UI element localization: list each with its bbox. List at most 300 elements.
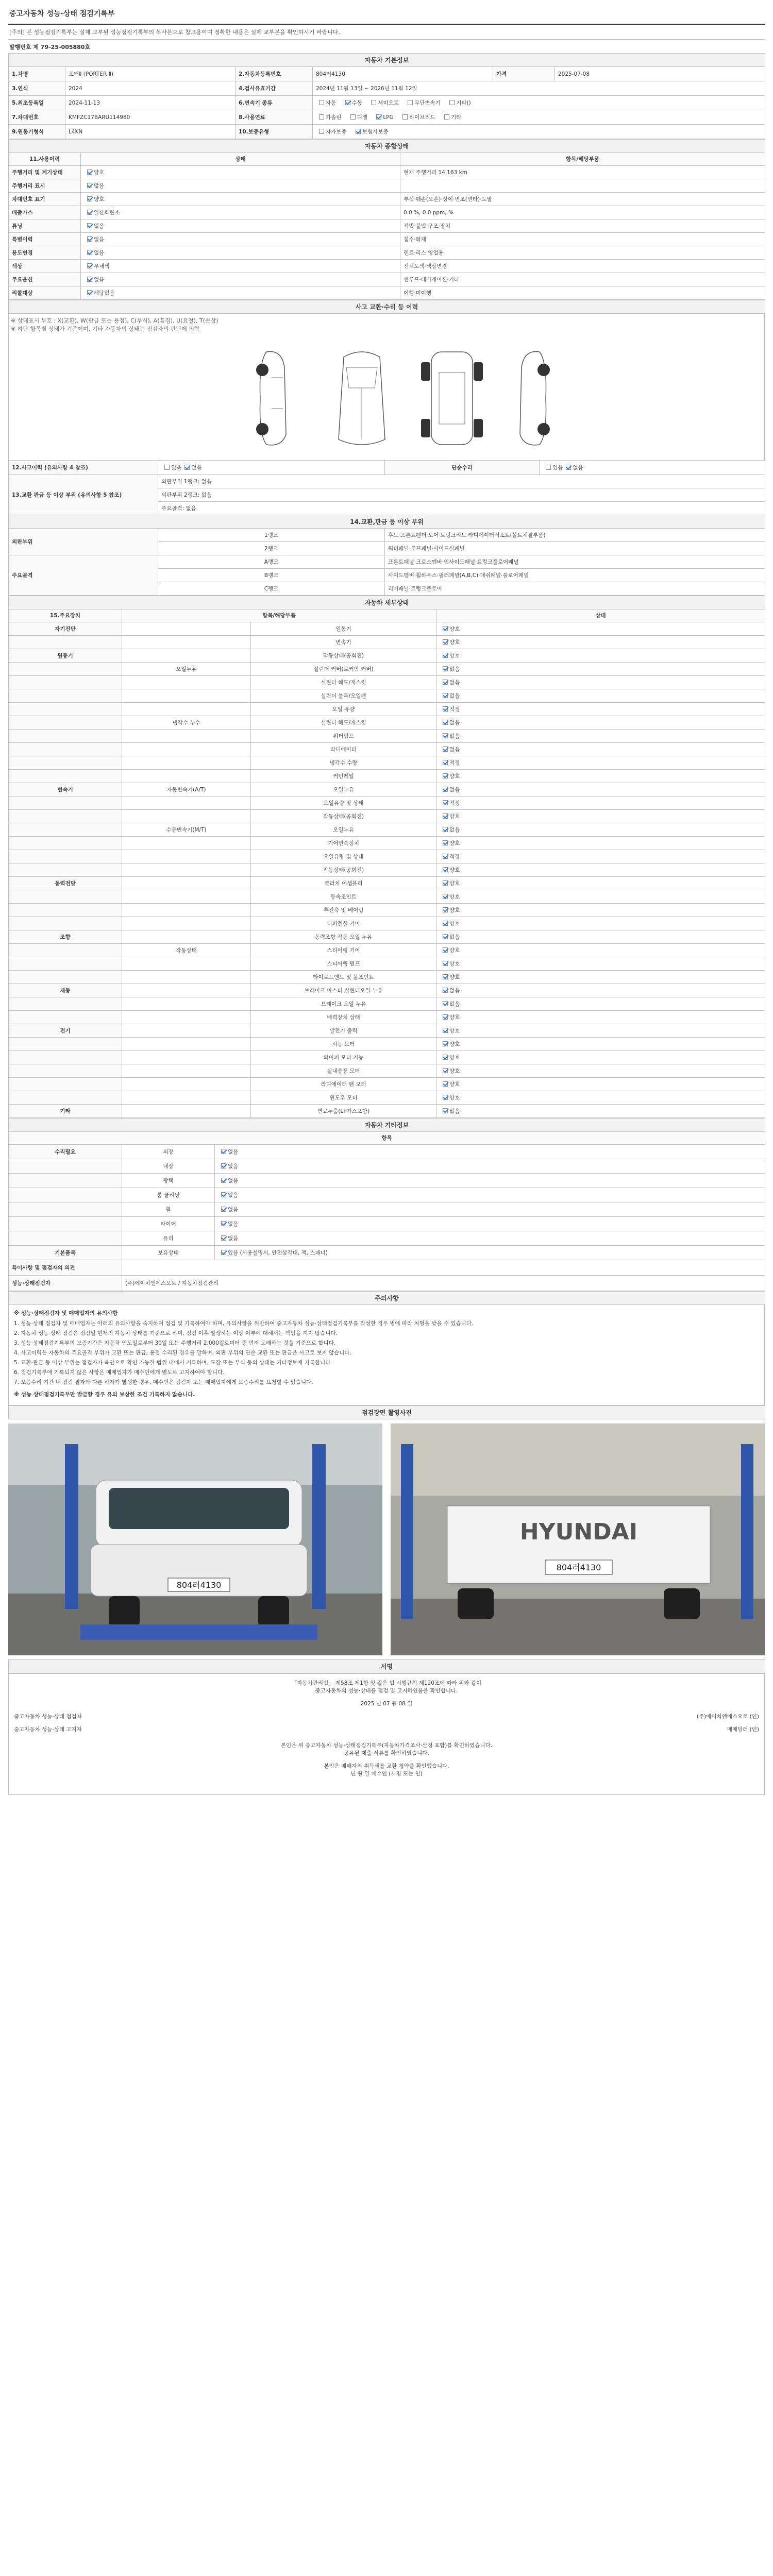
sign-line: 본인은 위 중고자동차 성능·상태점검기록부(자동차가격조사·산정 포함)를 확인하였습니다. <box>280 1742 493 1749</box>
fuel-options <box>313 110 765 125</box>
sign-ymd: 년 월 일 매수인 (서명 또는 인) <box>350 1771 423 1777</box>
detail-header: 15.주요장치 <box>9 609 122 622</box>
warranty-opt: 자가보증 <box>326 128 347 135</box>
detail-subgroup <box>122 850 251 863</box>
detail-row <box>9 1024 765 1038</box>
accident-legend <box>8 314 765 336</box>
checkbox-checked-icon <box>443 907 448 912</box>
detail-state <box>436 1105 765 1118</box>
checkbox-checked-icon <box>221 1235 226 1241</box>
other-state <box>215 1217 765 1231</box>
checkbox-checked-icon <box>443 1028 448 1033</box>
detail-state <box>436 997 765 1011</box>
detail-state <box>436 1038 765 1051</box>
checkbox-checked-icon <box>443 787 448 792</box>
detail-item: 등속조인트 <box>251 890 436 904</box>
detail-group <box>9 971 122 984</box>
detail-state-text: 적정 <box>449 800 460 806</box>
detail-state <box>436 770 765 783</box>
overall-row-state <box>81 246 400 260</box>
outer-rank2-label: 2랭크 <box>158 542 385 555</box>
accident-history-value: 있음 없음 <box>158 461 385 475</box>
detail-state <box>436 957 765 971</box>
detail-group <box>9 636 122 649</box>
sign-row-inspector <box>14 1713 759 1720</box>
detail-subgroup: 작동상태 <box>122 944 251 957</box>
outer-rank1-label: 1랭크 <box>158 529 385 542</box>
detail-subgroup <box>122 743 251 756</box>
detail-group <box>9 944 122 957</box>
detail-item: 작동상태(공회전) <box>251 649 436 663</box>
detail-group <box>9 663 122 676</box>
detail-item: 워터펌프 <box>251 730 436 743</box>
fuel-opt: 가솔린 <box>326 114 342 121</box>
detail-state <box>436 971 765 984</box>
detail-row <box>9 756 765 770</box>
checkbox-checked-icon <box>87 183 92 188</box>
car-side-right-icon <box>509 347 555 450</box>
photos-section-title: 점검장면 촬영사진 <box>9 1406 765 1419</box>
detail-subgroup <box>122 930 251 944</box>
detail-group <box>9 1038 122 1051</box>
checkbox-checked-icon <box>443 760 448 765</box>
outer-rank2-items: 쿼터패널·루프패널·사이드실패널 <box>385 542 765 555</box>
sign-row-notifier <box>14 1725 759 1733</box>
basic-info-table <box>8 53 765 139</box>
other-row <box>9 1231 765 1246</box>
detail-row <box>9 823 765 837</box>
checkbox-checked-icon <box>443 840 448 845</box>
detail-row <box>9 716 765 730</box>
detail-item: 작동상태(공회전) <box>251 863 436 877</box>
detail-item: 실내송풍 모터 <box>251 1064 436 1078</box>
detail-group: 동력전달 <box>9 877 122 890</box>
other-info-table <box>8 1118 765 1291</box>
detail-item: 타이로드엔드 및 볼조인트 <box>251 971 436 984</box>
overall-row-state <box>81 206 400 219</box>
overall-state-text: 없음 <box>94 276 105 283</box>
checkbox-checked-icon <box>87 170 92 175</box>
detail-state-text: 없음 <box>449 1108 460 1114</box>
detail-subgroup: 오일누유 <box>122 663 251 676</box>
detail-item: 디퍼렌셜 기어 <box>251 917 436 930</box>
checkbox-checked-icon <box>443 894 448 899</box>
checkbox-checked-icon <box>443 666 448 671</box>
checkbox-icon <box>319 100 324 105</box>
detail-group <box>9 756 122 770</box>
checkbox-checked-icon <box>356 129 361 134</box>
basic-label-fuel: 8.사용연료 <box>236 110 313 125</box>
detail-item: 동력조향 작동 오일 누유 <box>251 930 436 944</box>
detail-state <box>436 984 765 997</box>
notes-section-title: 주의사항 <box>9 1292 765 1305</box>
detail-subgroup: 냉각수 누수 <box>122 716 251 730</box>
detail-state-text: 없음 <box>449 679 460 686</box>
detail-row <box>9 663 765 676</box>
sign-date: 2025 년 07 월 08 일 <box>360 1701 413 1707</box>
other-state <box>215 1159 765 1174</box>
detail-row <box>9 676 765 689</box>
overall-row-detail: 부식·훼손(오손)·상이·변조(변타)·도말 <box>400 193 765 206</box>
detail-item: 실린더 헤드/개스킷 <box>251 716 436 730</box>
detail-group <box>9 957 122 971</box>
detail-section-title: 자동차 세부상태 <box>9 596 765 609</box>
detail-row <box>9 930 765 944</box>
notes-line: 5. 교환·판금 등 이상 부위는 점검자가 육안으로 확인 가능한 범위 내에서 기록하며, 도장 또는 부식 등의 상태는 기타정보에 기록합니다. <box>14 1360 332 1366</box>
other-group: 수리필요 <box>9 1145 122 1159</box>
notes-line: 4. 사고이력은 자동차의 주요골격 부위가 교환 또는 판금, 용접 수리된 경우를 말하며, 외판 부위의 단순 교환 또는 판금은 사고로 보지 않습니다. <box>14 1350 351 1356</box>
warranty-options <box>313 125 765 139</box>
checkbox-checked-icon <box>443 626 448 631</box>
accident-history-label: 12.사고이력 (유의사항 4 참조) <box>9 461 158 475</box>
detail-subgroup <box>122 770 251 783</box>
detail-row <box>9 984 765 997</box>
detail-row <box>9 890 765 904</box>
checkbox-icon <box>164 465 170 470</box>
checkbox-icon <box>371 100 376 105</box>
checkbox-checked-icon <box>443 693 448 698</box>
overall-row-state <box>81 286 400 300</box>
detail-group <box>9 1064 122 1078</box>
detail-row <box>9 783 765 796</box>
overall-row-state <box>81 219 400 233</box>
detail-row <box>9 1038 765 1051</box>
detail-state-text: 양호 <box>449 1041 460 1047</box>
detail-state <box>436 622 765 636</box>
overall-row-state <box>81 260 400 273</box>
overall-state-text: 없음 <box>94 249 105 256</box>
detail-row <box>9 971 765 984</box>
legend-line: ※ 하단 항목별 상태가 기준이며, 기타 자동차의 상태는 점검자의 판단에 의함 <box>11 326 200 332</box>
detail-subgroup <box>122 810 251 823</box>
other-group: 기본품목 <box>9 1246 122 1260</box>
accident-history-state: 없음 <box>191 464 202 471</box>
inspector-value: (주)에이치엔에스오토 / 자동차점검관리 <box>122 1276 765 1291</box>
detail-state-text: 양호 <box>449 652 460 659</box>
other-section-title: 자동차 기타정보 <box>9 1118 765 1132</box>
car-underbody-icon <box>416 347 488 450</box>
detail-item: 스티어링 펌프 <box>251 957 436 971</box>
overall-row-label: 특별이력 <box>9 233 81 246</box>
detail-item: 오일유량 및 상태 <box>251 850 436 863</box>
detail-state <box>436 1011 765 1024</box>
detail-state-text: 양호 <box>449 840 460 846</box>
overall-state-text: 무채색 <box>94 263 110 269</box>
notes-line: 2. 자동차 성능·상태 점검은 점검일 현재의 자동차 상태를 기준으로 하며, 점검 이후 발생하는 이상 여부에 대해서는 책임을 지지 않습니다. <box>14 1330 338 1336</box>
overall-row-label: 튜닝 <box>9 219 81 233</box>
rear-photo <box>391 1423 765 1655</box>
other-state-text: 없음 <box>228 1148 239 1155</box>
notes-box <box>8 1305 765 1405</box>
truck-rear-image <box>391 1423 765 1655</box>
checkbox-checked-icon <box>443 733 448 738</box>
detail-state-text: 없음 <box>449 1001 460 1007</box>
basic-value-first-reg: 2024-11-13 <box>65 96 236 110</box>
detail-state <box>436 837 765 850</box>
detail-state <box>436 730 765 743</box>
basic-label-name: 1.차명 <box>9 67 65 81</box>
detail-group <box>9 904 122 917</box>
detail-subgroup <box>122 622 251 636</box>
checkbox-checked-icon <box>221 1221 226 1226</box>
other-row <box>9 1159 765 1174</box>
detail-state <box>436 810 765 823</box>
notes-footer: ※ 성능 상태점검기록부만 발급할 경우 유의 보상한 조건 기록하지 않습니다. <box>14 1392 195 1398</box>
outer-label: 외판부위 <box>9 529 158 555</box>
other-item: 내장 <box>122 1159 215 1174</box>
detail-item: 기어변속장치 <box>251 837 436 850</box>
overall-row-detail: 이행·미이행 <box>400 286 765 300</box>
sign-section-title: 서명 <box>9 1660 765 1673</box>
detail-row <box>9 703 765 716</box>
detail-group <box>9 743 122 756</box>
detail-row <box>9 796 765 810</box>
detail-state <box>436 930 765 944</box>
photos-title-table <box>8 1405 765 1419</box>
detail-state <box>436 863 765 877</box>
detail-state-text: 양호 <box>449 947 460 954</box>
accident-table <box>8 460 765 596</box>
detail-row <box>9 636 765 649</box>
detail-subgroup <box>122 917 251 930</box>
checkbox-icon <box>444 114 449 120</box>
frame-a-items: 프론트패널·크로스멤버·인사이드패널·트렁크플로어패널 <box>385 555 765 569</box>
detail-state-text: 양호 <box>449 920 460 927</box>
overall-row-label: 차대번호 표기 <box>9 193 81 206</box>
overall-row <box>9 246 765 260</box>
truck-front-image <box>8 1423 382 1655</box>
overall-row-state <box>81 166 400 179</box>
other-item: 타이어 <box>122 1217 215 1231</box>
checkbox-checked-icon <box>443 1014 448 1020</box>
checkbox-icon <box>402 114 408 120</box>
detail-row <box>9 810 765 823</box>
overall-row-detail: 적법·불법·구조·장치 <box>400 219 765 233</box>
detail-item: 발전기 출력 <box>251 1024 436 1038</box>
detail-group <box>9 730 122 743</box>
detail-state-text: 양호 <box>449 1067 460 1074</box>
other-state <box>215 1202 765 1217</box>
other-row <box>9 1174 765 1188</box>
detail-row <box>9 770 765 783</box>
detail-state-text: 없음 <box>449 666 460 672</box>
detail-row <box>9 1078 765 1091</box>
overall-state-table <box>8 139 765 300</box>
detail-row <box>9 1051 765 1064</box>
overall-row <box>9 193 765 206</box>
detail-state-text: 양호 <box>449 625 460 632</box>
other-state-text: 없음 <box>228 1206 239 1213</box>
overall-row-detail: 0.0 %, 0.0 ppm, % <box>400 206 765 219</box>
detail-state-text: 없음 <box>449 934 460 940</box>
basic-label-warranty: 10.보증유형 <box>236 125 313 139</box>
frame-label: 주요골격 <box>9 555 158 596</box>
detail-group <box>9 770 122 783</box>
detail-group: 전기 <box>9 1024 122 1038</box>
checkbox-checked-icon <box>221 1163 226 1168</box>
detail-state <box>436 636 765 649</box>
detail-subgroup <box>122 1064 251 1078</box>
detail-subgroup <box>122 649 251 663</box>
checkbox-checked-icon <box>443 961 448 966</box>
basic-value-engine: L4KN <box>65 125 236 139</box>
basic-info-section-title: 자동차 기본정보 <box>9 54 765 67</box>
detail-group: 자기진단 <box>9 622 122 636</box>
detail-row <box>9 850 765 863</box>
detail-state-text: 양호 <box>449 813 460 820</box>
other-item: 휠 <box>122 1202 215 1217</box>
detail-state <box>436 823 765 837</box>
legend-line: ※ 상태표시 부호 : X(교환), W(판금 또는 용접), C(부식), A(흠집), U(요철), T(손상) <box>11 317 219 324</box>
checkbox-checked-icon <box>443 680 448 685</box>
detail-state <box>436 904 765 917</box>
detail-state-text: 적정 <box>449 706 460 713</box>
checkbox-checked-icon <box>221 1192 226 1197</box>
other-group <box>9 1231 122 1246</box>
checkbox-checked-icon <box>443 1001 448 1006</box>
checkbox-checked-icon <box>443 1081 448 1087</box>
detail-state-text: 없음 <box>449 746 460 753</box>
detail-group: 변속기 <box>9 783 122 796</box>
detail-subgroup <box>122 957 251 971</box>
other-row <box>9 1145 765 1159</box>
detail-subgroup <box>122 877 251 890</box>
detail-subgroup <box>122 1011 251 1024</box>
sign-right: (주)에이치엔에스오토 (인) <box>696 1714 759 1720</box>
detail-group: 제동 <box>9 984 122 997</box>
overall-row-detail: 침수·화재 <box>400 233 765 246</box>
checkbox-checked-icon <box>87 263 92 268</box>
checkbox-icon <box>350 114 356 120</box>
overall-row <box>9 166 765 179</box>
detail-state <box>436 850 765 863</box>
detail-group <box>9 796 122 810</box>
detail-subgroup <box>122 703 251 716</box>
detail-row <box>9 997 765 1011</box>
other-item: 보유상태 <box>122 1246 215 1260</box>
checkbox-icon <box>546 465 551 470</box>
checkbox-checked-icon <box>443 827 448 832</box>
basic-value-name: 포터Ⅱ (PORTER Ⅱ) <box>65 67 236 81</box>
detail-group <box>9 1051 122 1064</box>
notes-line: 7. 보증수리 기간 내 점검 결과와 다른 하자가 발생한 경우, 매수인은 점검자 또는 매매업자에게 보증수리를 요청할 수 있습니다. <box>14 1379 313 1385</box>
checkbox-checked-icon <box>87 290 92 295</box>
detail-item: 오일유량 및 상태 <box>251 796 436 810</box>
overall-row <box>9 233 765 246</box>
detail-item: 작동상태(공회전) <box>251 810 436 823</box>
checkbox-checked-icon <box>443 854 448 859</box>
detail-item: 연료누출(LP가스포함) <box>251 1105 436 1118</box>
checkbox-checked-icon <box>443 720 448 725</box>
detail-row <box>9 649 765 663</box>
basic-label-validity: 4.검사유효기간 <box>236 81 313 96</box>
detail-state <box>436 1078 765 1091</box>
detail-state <box>436 756 765 770</box>
sign-left: 중고자동차 성능·상태 점검자 <box>14 1714 82 1720</box>
detail-state-text: 양호 <box>449 1027 460 1034</box>
detail-group <box>9 890 122 904</box>
detail-header: 항목/해당부품 <box>122 609 436 622</box>
detail-group <box>9 850 122 863</box>
notes-line: 6. 점검기록부에 기록되지 않은 사항은 매매업자가 매수인에게 별도로 고지하여야 합니다. <box>14 1369 225 1376</box>
checkbox-checked-icon <box>87 223 92 228</box>
detail-state <box>436 676 765 689</box>
detail-group <box>9 997 122 1011</box>
detail-item: 원동기 <box>251 622 436 636</box>
warranty-opt: 보험사보증 <box>362 128 389 135</box>
detail-row <box>9 877 765 890</box>
frame-c-label: C랭크 <box>158 582 385 596</box>
overall-state-text: 양호 <box>94 196 105 202</box>
detail-subgroup <box>122 984 251 997</box>
detail-subgroup <box>122 904 251 917</box>
notice-text: [주의] 본 성능점검기록부는 실제 교부된 성능점검기록부의 복사본으로 참고용이며 정확한 내용은 실제 교부본을 확인하시기 바랍니다. <box>8 25 765 40</box>
checkbox-checked-icon <box>221 1250 226 1255</box>
detail-state <box>436 877 765 890</box>
overall-row <box>9 179 765 193</box>
detail-state-text: 양호 <box>449 773 460 779</box>
document-number: 발행번호 제 79-25-005880호 <box>9 44 91 50</box>
detail-subgroup <box>122 756 251 770</box>
detail-group <box>9 917 122 930</box>
checkbox-icon <box>319 114 324 120</box>
overall-row-label: 리콜대상 <box>9 286 81 300</box>
overall-state-text: 일산화탄소 <box>94 209 120 216</box>
checkbox-checked-icon <box>443 921 448 926</box>
other-group <box>9 1202 122 1217</box>
detail-state-text: 양호 <box>449 1014 460 1021</box>
part-rows-title: 14.교환,판금 등 이상 부위 <box>9 515 765 529</box>
simple-repair-label: 단순수리 <box>385 461 540 475</box>
detail-item: 스티어링 기어 <box>251 944 436 957</box>
detail-item: 냉각수 수량 <box>251 756 436 770</box>
detail-state <box>436 944 765 957</box>
basic-value-year: 2024 <box>65 81 236 96</box>
checkbox-icon <box>408 100 413 105</box>
detail-item: 커먼레일 <box>251 770 436 783</box>
detail-state-text: 적정 <box>449 853 460 860</box>
checkbox-checked-icon <box>443 1108 448 1113</box>
transmission-opt: 수동 <box>351 99 362 106</box>
car-side-left-icon <box>251 347 297 450</box>
notes-line: 3. 성능·상태점검기록부의 보증기간은 자동차 인도일로부터 30일 또는 주행거리 2,000킬로미터 중 먼저 도래하는 것을 기준으로 합니다. <box>14 1340 336 1346</box>
detail-subgroup: 자동변속기(A/T) <box>122 783 251 796</box>
overall-state-text: 없음 <box>94 236 105 243</box>
detail-subgroup <box>122 997 251 1011</box>
other-row <box>9 1217 765 1231</box>
overall-row-state <box>81 273 400 286</box>
detail-subgroup <box>122 837 251 850</box>
detail-subgroup <box>122 730 251 743</box>
abnormal-part-label: 13.교환 판금 등 이상 부위 (유의사항 5 참조) <box>9 475 158 515</box>
detail-state-text: 양호 <box>449 960 460 967</box>
detail-state <box>436 743 765 756</box>
other-row <box>9 1246 765 1260</box>
frame-c-items: 리어패널·트렁크플로어 <box>385 582 765 596</box>
detail-group <box>9 689 122 703</box>
basic-label-vin: 7.차대번호 <box>9 110 65 125</box>
other-state <box>215 1231 765 1246</box>
overall-row <box>9 260 765 273</box>
detail-state-table <box>8 596 765 1118</box>
detail-state <box>436 783 765 796</box>
frame-b-label: B랭크 <box>158 569 385 582</box>
detail-state <box>436 1091 765 1105</box>
detail-row <box>9 1091 765 1105</box>
detail-item: 브레이크 오일 누유 <box>251 997 436 1011</box>
overall-header: 11.사용이력 <box>9 153 81 166</box>
overall-row-label: 용도변경 <box>9 246 81 260</box>
